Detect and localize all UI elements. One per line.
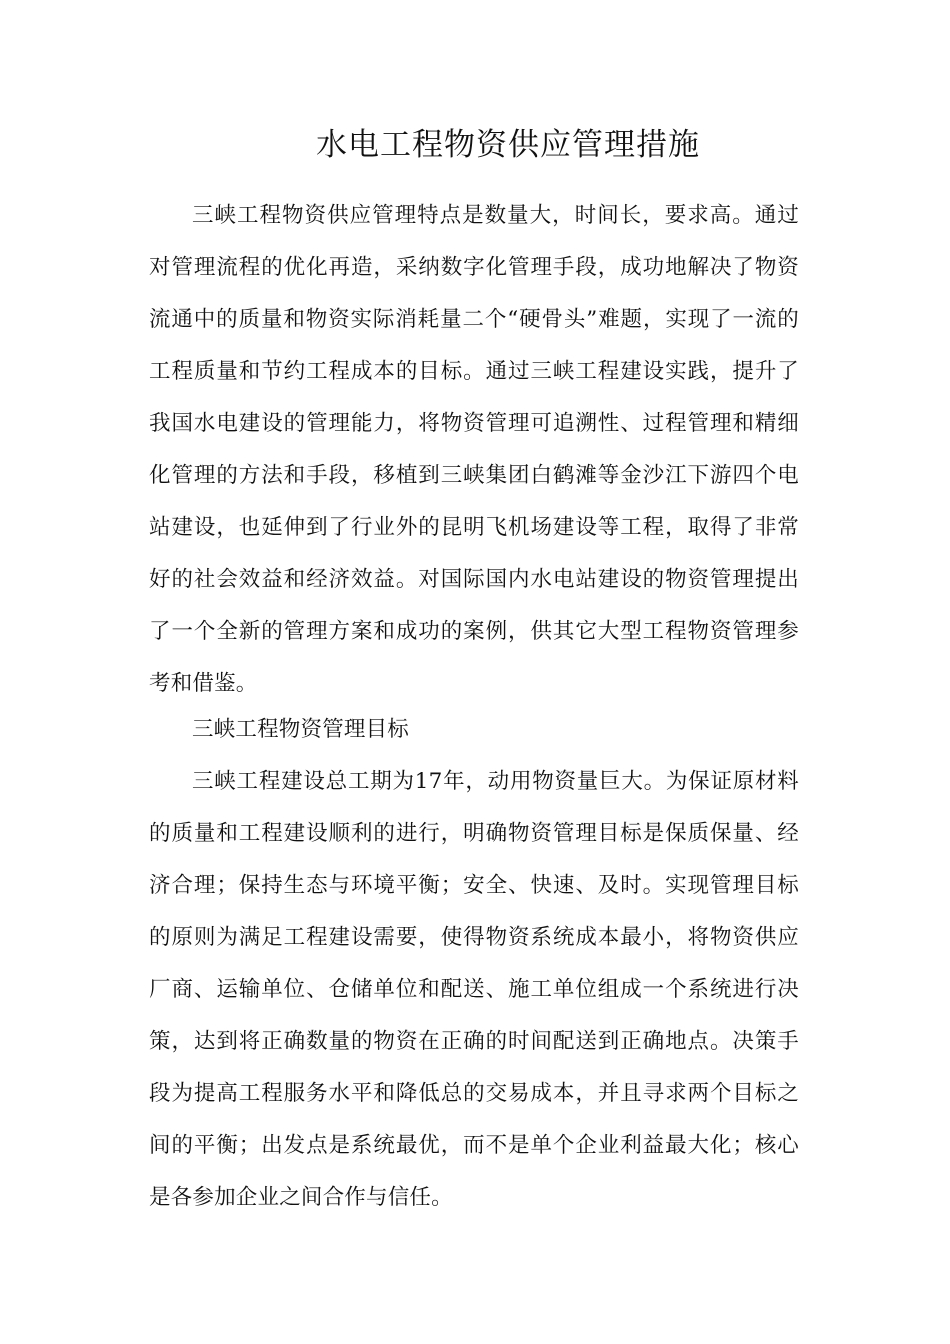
document-title: 水电工程物资供应管理措施	[316, 127, 700, 163]
body-paragraph-overview: 三峡工程物资供应管理特点是数量大，时间长，要求高。通过对管理流程的优化再造，采纳数字化管理手段，成功地解决了物资流通中的质量和物资实际消耗量二个“硬骨头”难题，实现了一流的工程质量和节约工程成本的目标。通过三峡工程建设实践，提升了我国水电建设的管理能力，将物资管理可追溯性、过程管理和精细化管理的方法和手段，移植到三峡集团白鹤滩等金沙江下游四个电站建设，也延伸到了行业外的昆明飞机场建设等工程，取得了非常好的社会效益和经济效益。对国际国内水电站建设的物资管理提出了一个全新的管理方案和成功的案例，供其它大型工程物资管理参考和借鉴。	[149, 203, 799, 696]
body-paragraph-goals: 三峡工程建设总工期为17年，动用物资量巨大。为保证原材料的质量和工程建设顺利的进行，明确物资管理目标是保质保量、经济合理；保持生态与环境平衡；安全、快速、及时。实现管理目标的原则为满足工程建设需要，使得物资系统成本最小，将物资供应厂商、运输单位、仓储单位和配送、施工单位组成一个系统进行决策，达到将正确数量的物资在正确的时间配送到正确地点。决策手段为提高工程服务水平和降低总的交易成本，并且寻求两个目标之间的平衡；出发点是系统最优，而不是单个企业利益最大化；核心是各参加企业之间合作与信任。	[149, 769, 799, 1210]
section-heading-goals: 三峡工程物资管理目标	[192, 717, 410, 742]
